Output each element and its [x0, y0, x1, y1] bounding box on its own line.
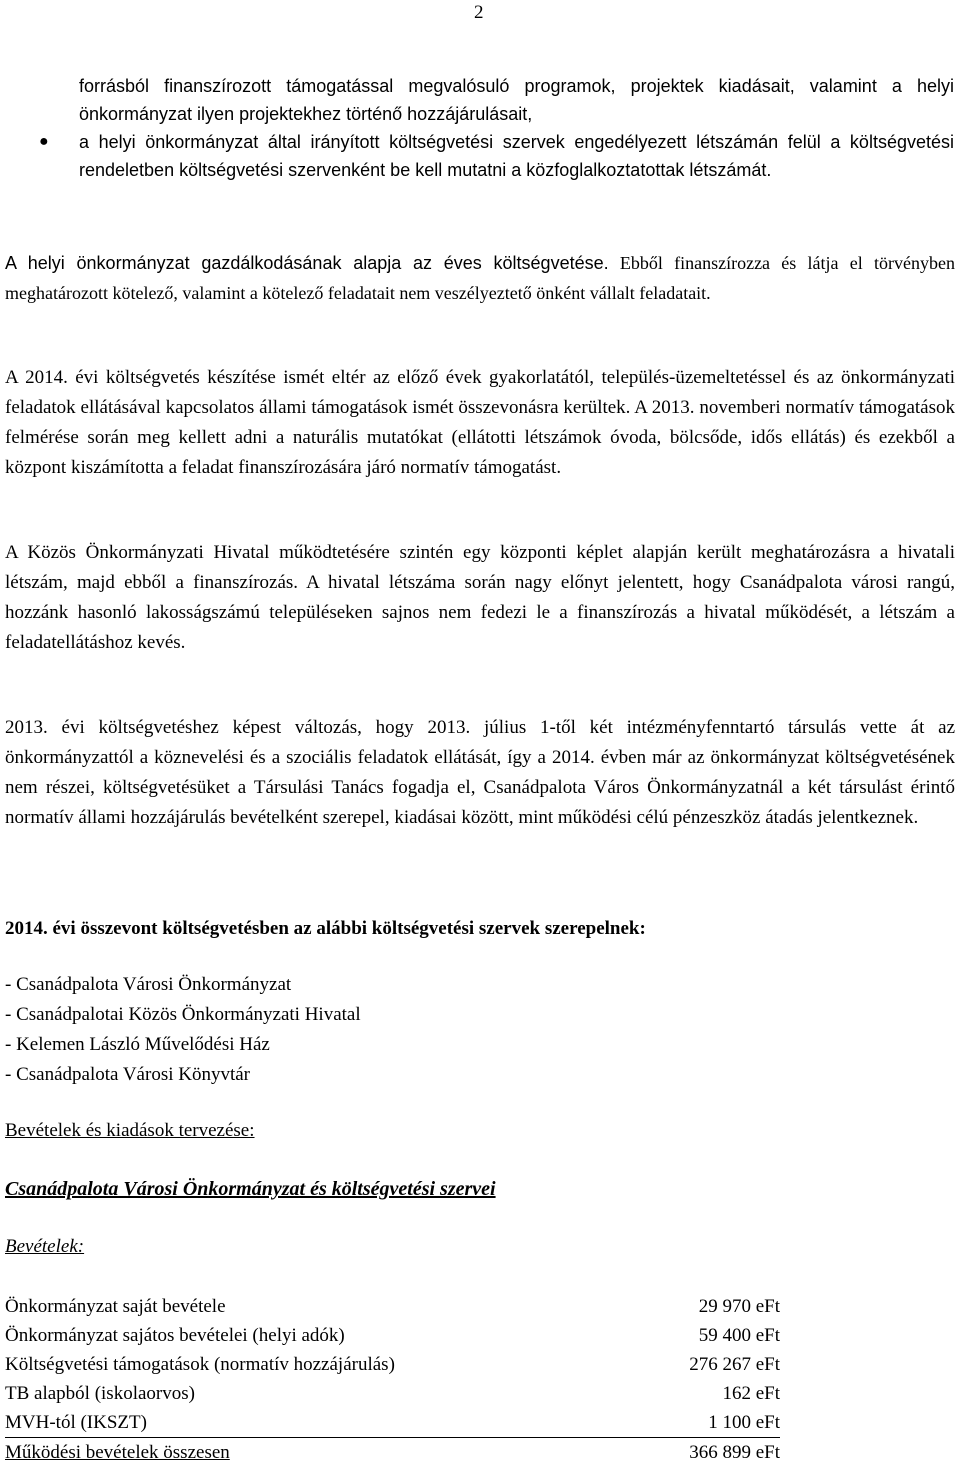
table-row — [5, 1321, 780, 1350]
page-number: 2 — [474, 2, 484, 23]
table-row — [5, 1292, 780, 1321]
heading-income: Bevételek: — [5, 1236, 85, 1257]
basis-rest: Ebből finanszírozza és látja el törvényben meghatározott kötelező, valamint a kötelező feladatait nem veszélyeztető önként vállalt feladatait. — [5, 253, 955, 303]
income-table — [5, 1292, 780, 1467]
list-item: - Csanádpalotai Közös Önkormányzati Hivatal — [5, 1004, 361, 1025]
income-value: 162 eFt — [722, 1383, 780, 1404]
paragraph-associations: 2013. évi költségvetéshez képest változás, hogy 2013. július 1-től két intézményfenntartó társulás vette át az önkormányzattól a köznevelési és a szociális feladatok ellátását, így a 2014. évben már az önkormányzat költségvetésének nem részei, költségvetésüket a Társulási Tanács fogadja el, Csanádpalota Város Önkormányzatnál a két társulást érintő normatív állami hozzájárulás bevételként szerepel, kiadásai között, mint működési célú pénzeszköz átadás jelentkeznek. — [5, 717, 955, 828]
heading-organs: 2014. évi összevont költségvetésben az alábbi költségvetési szervek szerepelnek: — [5, 918, 646, 939]
income-total-value: 366 899 eFt — [689, 1442, 780, 1463]
bullet-list — [39, 72, 954, 184]
table-row — [5, 1379, 780, 1408]
table-row-total — [5, 1437, 780, 1467]
income-label: Önkormányzat sajátos bevételei (helyi adók) — [5, 1325, 345, 1346]
income-value: 29 970 eFt — [698, 1296, 780, 1317]
list-item — [39, 128, 954, 184]
paragraph-basis — [5, 248, 955, 308]
income-value: 276 267 eFt — [689, 1354, 780, 1375]
table-row — [5, 1408, 780, 1437]
table-row — [5, 1350, 780, 1379]
bullet-icon: ● — [39, 133, 49, 150]
income-value: 59 400 eFt — [698, 1325, 780, 1346]
basis-sentence: A helyi önkormányzat gazdálkodásának alapja az éves költségvetése. — [5, 253, 609, 273]
heading-planning: Bevételek és kiadások tervezése: — [5, 1120, 255, 1141]
list-item — [79, 72, 954, 128]
income-label: TB alapból (iskolaorvos) — [5, 1383, 195, 1404]
list-item: - Csanádpalota Városi Könyvtár — [5, 1064, 251, 1085]
income-value: 1 100 eFt — [708, 1412, 780, 1433]
income-label: MVH-tól (IKSZT) — [5, 1412, 147, 1433]
list-item: - Csanádpalota Városi Önkormányzat — [5, 974, 292, 995]
income-label: Önkormányzat saját bevétele — [5, 1296, 226, 1317]
organ-list — [5, 970, 361, 1090]
heading-organization: Csanádpalota Városi Önkormányzat és költségvetési szervei — [5, 1178, 496, 1200]
paragraph-2014-budget: A 2014. évi költségvetés készítése ismét eltér az előző évek gyakorlatától, település-üzemeltetéssel és az önkormányzati feladatok ellátásával kapcsolatos állami támogatások ismét összevonásra kerültek. A 2013. novemberi normatív támogatások felmérése során meg kellett adni a naturális mutatókat (ellátotti létszámok óvoda, bölcsőde, idős ellátás) és ezekből a központ kiszámította a feladat finanszírozására járó normatív támogatást. — [5, 367, 955, 478]
list-item: - Kelemen László Művelődési Ház — [5, 1034, 270, 1055]
bullet-text: a helyi önkormányzat által irányított költségvetési szervek engedélyezett létszámán felül a költségvetési rendeletben költségvetési szervenként be kell mutatni a közfoglalkoztatottak létszámát. — [79, 132, 954, 180]
paragraph-office: A Közös Önkormányzati Hivatal működtetésére szintén egy központi képlet alapján került meghatározásra a hivatali létszám, majd ebből a finanszírozás. A hivatal létszáma során nagy előnyt jelentett, hogy Csanádpalota városi rangú, hozzánk hasonló lakosságszámú településeken sajnos nem fedezi le a finanszírozás a hivatal működését, a létszám a feladatellátáshoz kevés. — [5, 542, 955, 653]
income-total-label: Működési bevételek összesen — [5, 1442, 230, 1463]
bullet-text: forrásból finanszírozott támogatással megvalósuló programok, projektek kiadásait, valamint a helyi önkormányzat ilyen projektekhez történő hozzájárulásait, — [79, 76, 954, 124]
income-label: Költségvetési támogatások (normatív hozzájárulás) — [5, 1354, 395, 1375]
